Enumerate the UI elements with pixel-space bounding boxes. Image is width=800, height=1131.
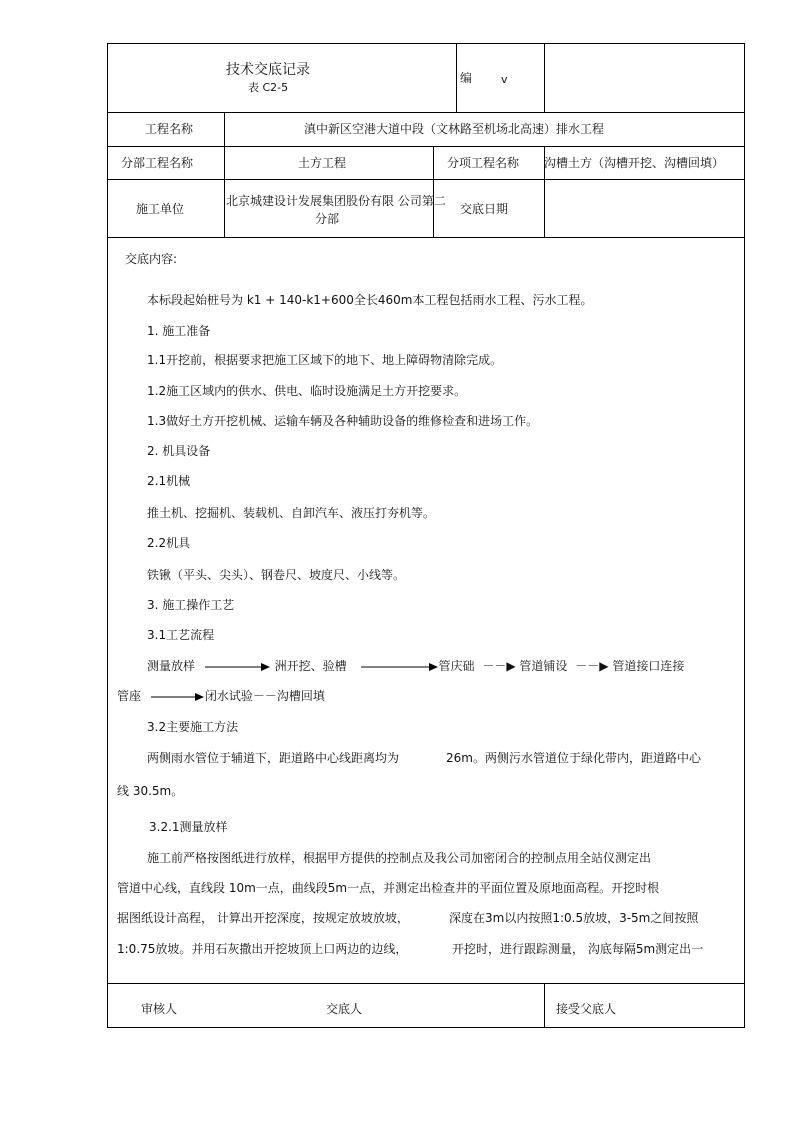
project-name-label: 工程名称 (145, 122, 194, 136)
section-heading: 3. 施工操作工艺 (147, 598, 235, 612)
construction-unit-label: 施工单位 (136, 202, 185, 216)
content-paragraph: 1.3做好土方开挖机械、运输车辆及各种辅助设备的维修检查和进场工作。 (147, 414, 539, 428)
content-paragraph: 两侧雨水管位于辅道下，距道路中心线距离均为 (147, 751, 400, 765)
flow-step: 测量放样 (147, 659, 196, 673)
content-paragraph: 据图纸设计高程， 计算出开挖深度，按规定放坡放坡， (117, 911, 409, 925)
flow-step: 闭水试验－－沟槽回填 (204, 689, 325, 703)
subsection-heading: 3.1工艺流程 (147, 628, 215, 642)
subsection-heading: 2.1机械 (147, 474, 191, 488)
receiver-label: 接受父底人 (556, 1002, 617, 1016)
row-divider (108, 179, 744, 180)
flow-dash-arrow: －－▶ (482, 659, 516, 673)
form-number: 表 C2-5 (248, 81, 289, 94)
content-paragraph: 深度在3m以内按照1:0.5放坡，3-5m之间按照 (449, 911, 699, 925)
content-paragraph: 26m。两侧污水管道位于绿化带内，距道路中心 (446, 751, 701, 765)
content-paragraph: 本标段起始桩号为 k1 + 140-k1+600全长460m本工程包括雨水工程、污水工程。 (147, 293, 593, 307)
flow-step: 管道接口连接 (612, 659, 685, 673)
column-divider (224, 112, 225, 237)
construction-unit-value-line1: 北京城建设计发展集团股份有限 公司第二 (226, 194, 446, 208)
project-name-value: 滇中新区空港大道中段（文林路至机场北高速）排水工程 (304, 122, 605, 136)
column-divider (456, 44, 457, 112)
process-flow-line (117, 689, 325, 703)
column-divider (544, 983, 545, 1028)
flow-step: 管庆础 (438, 659, 475, 673)
disclosure-record-form (107, 43, 745, 1028)
subsection-heading: 2.2机具 (147, 536, 191, 550)
content-paragraph: 1.2施工区域内的供水、供电、临时设施满足土方开挖要求。 (147, 384, 467, 398)
sub-project-label: 分部工程名称 (121, 156, 194, 170)
content-paragraph: 1:0.75放坡。并用石灰撒出开挖坡顶上口两边的边线， (117, 942, 408, 956)
row-divider (108, 983, 744, 984)
content-heading: 交底内容: (125, 252, 178, 266)
item-value: 沟槽土方（沟槽开挖、沟槽回填） (544, 156, 725, 170)
process-flow-line (147, 659, 684, 673)
arrow-right-icon (199, 662, 271, 672)
reviewer-label: 审核人 (141, 1002, 178, 1016)
row-divider (108, 112, 744, 113)
column-divider (544, 44, 545, 112)
number-label: 编 (460, 71, 473, 85)
content-paragraph: 管道中心线，直线段 10m一点，曲线段5m一点，并测定出检查井的平面位置及原地面高程。开挖时根 (117, 881, 660, 895)
subsection-heading: 3.2.1测量放样 (149, 820, 228, 834)
row-divider (108, 237, 744, 238)
content-paragraph: 线 30.5m。 (117, 784, 184, 798)
content-paragraph: 铁锹（平头、尖头）、钢卷尺、坡度尺、小线等。 (147, 568, 406, 582)
construction-unit-value-line2: 分部 (315, 212, 340, 226)
flow-step: 管座 (117, 689, 142, 703)
discloser-label: 交底人 (326, 1002, 363, 1016)
flow-step: 管道铺设 (519, 659, 568, 673)
number-mark: v (501, 73, 508, 86)
item-label: 分项工程名称 (447, 156, 520, 170)
content-paragraph: 推土机、挖掘机、装载机、自卸汽车、液压打夯机等。 (147, 506, 436, 520)
arrow-right-icon (351, 662, 439, 672)
form-title: 技术交底记录 (226, 62, 310, 78)
content-paragraph: 1.1开挖前，根据要求把施工区域下的地下、地上障碍物清除完成。 (147, 353, 503, 367)
subsection-heading: 3.2主要施工方法 (147, 720, 239, 734)
row-divider (108, 146, 744, 147)
sub-project-value: 土方工程 (298, 156, 347, 170)
arrow-right-icon (145, 692, 205, 702)
section-heading: 2. 机具设备 (147, 444, 211, 458)
flow-dash-arrow: －－▶ (575, 659, 609, 673)
flow-step: 洲开挖、验槽 (274, 659, 347, 673)
column-divider (433, 146, 434, 237)
section-heading: 1. 施工准备 (147, 324, 211, 338)
disclosure-date-label: 交底日期 (460, 202, 509, 216)
content-paragraph: 施工前严格按图纸进行放样，根据甲方提供的控制点及我公司加密闭合的控制点用全站仪测定出 (147, 851, 652, 865)
content-paragraph: 开挖时，进行跟踪测量， 沟底每隔5m测定出一 (452, 942, 704, 956)
